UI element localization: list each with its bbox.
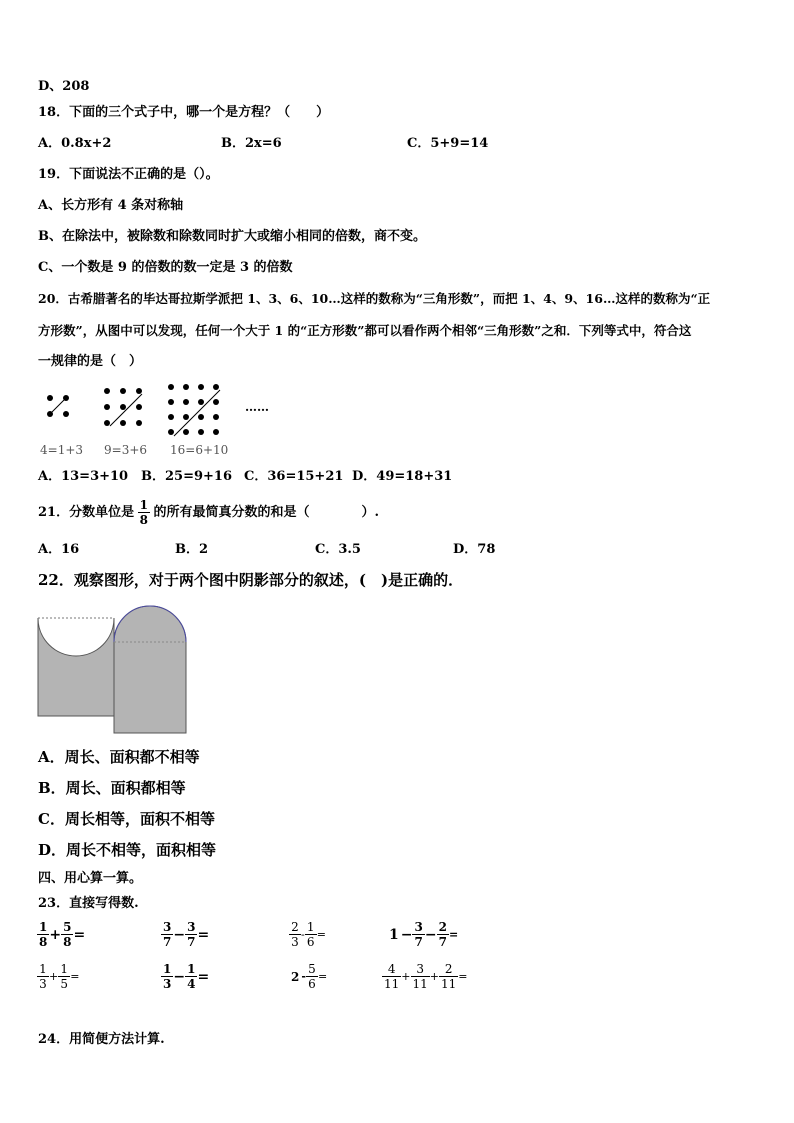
q20-option-c[interactable]: C．36=15+21 (244, 469, 344, 484)
section-4-title: 四、用心算一算。 (38, 871, 143, 886)
q18-option-c[interactable]: C．5+9=14 (407, 136, 489, 151)
q19-option-a[interactable]: A、长方形有 4 条对称轴 (38, 198, 184, 213)
q23-expr-5: $\frac{1}{3}$ + $\frac{1}{5}$ = (38, 962, 80, 991)
q20-stem-line1: 20．古希腊著名的毕达哥拉斯学派把 1、3、6、10…这样的数称为“三角形数”，而把 1、4、9、16…这样的数称为“正 (38, 291, 711, 306)
q19-option-b[interactable]: B、在除法中，被除数和除数同时扩大或缩小相同的倍数，商不变。 (38, 229, 426, 244)
q22-option-b[interactable]: B．周长、面积都相等 (38, 779, 186, 797)
q21-stem (38, 496, 379, 530)
q23-expr-8: $\frac{4}{11}$ + $\frac{3}{11}$ + $\frac{2}{11}$ = (384, 962, 468, 991)
q21-stem-post: 的所有最简真分数的和是（ ）. (153, 505, 380, 520)
q23-expr-6: $\frac{1}{3}$ − $\frac{1}{4}$ = (163, 962, 210, 991)
q21-option-c[interactable]: C．3.5 (315, 542, 361, 557)
q20-stem-line2: 方形数”，从图中可以发现，任何一个大于 1 的“正方形数”都可以看作两个相邻“三角形数”之和．下列等式中，符合这 (38, 323, 692, 338)
q19-option-c[interactable]: C、一个数是 9 的倍数的数一定是 3 的倍数 (38, 260, 293, 275)
q17-option-d: D、208 (38, 79, 90, 94)
q20-option-b[interactable]: B．25=9+16 (141, 469, 233, 484)
dot-figure-4 (40, 388, 76, 424)
q23-expr-1: $\frac{1}{8}$ + $\frac{5}{8}$ = (39, 920, 86, 949)
dot-caption-4: 4=1+3 (40, 443, 84, 457)
q20-option-a[interactable]: A．13=3+10 (38, 469, 129, 484)
fraction-denominator: 8 (139, 513, 148, 527)
q21-fraction (139, 498, 149, 527)
dot-figure-9 (100, 384, 146, 430)
q18-option-a[interactable]: A．0.8x+2 (38, 136, 112, 151)
q22-option-d[interactable]: D．周长不相等，面积相等 (38, 841, 217, 859)
q23-expr-4: 1 − $\frac{3}{7}$ − $\frac{2}{7}$ = (389, 920, 459, 949)
q21-option-d[interactable]: D．78 (453, 542, 496, 557)
q22-option-c[interactable]: C．周长相等，面积不相等 (38, 810, 215, 828)
dot-pattern-ellipsis: …… (245, 400, 269, 414)
q21-stem-pre: 21．分数单位是 (38, 505, 135, 520)
fraction-numerator: 1 (139, 498, 148, 512)
q24-stem: 24．用简便方法计算. (38, 1032, 165, 1047)
q20-stem-line3: 一规律的是（ ） (38, 354, 143, 369)
q19-stem: 19．下面说法不正确的是（）。 (38, 167, 219, 182)
q18-option-b[interactable]: B．2x=6 (221, 136, 282, 151)
q20-option-d[interactable]: D．49=18+31 (352, 469, 453, 484)
q23-expr-3: $\frac{2}{3}$ - $\frac{1}{6}$ = (290, 920, 327, 949)
q22-stem: 22．观察图形，对于两个图中阴影部分的叙述，( )是正确的． (38, 571, 464, 589)
dot-caption-16: 16=6+10 (170, 443, 229, 457)
q22-option-a[interactable]: A．周长、面积都不相等 (38, 748, 200, 766)
q18-stem: 18．下面的三个式子中，哪一个是方程？（ ） (38, 105, 330, 120)
q23-expr-2: $\frac{3}{7}$ − $\frac{3}{7}$ = (163, 920, 210, 949)
shaded-shapes-figure (36, 602, 190, 736)
dot-figure-16 (164, 380, 224, 440)
q23-expr-7: 2 - $\frac{5}{6}$ = (291, 962, 328, 991)
q21-option-a[interactable]: A．16 (38, 542, 80, 557)
q21-option-b[interactable]: B．2 (175, 542, 209, 557)
dot-caption-9: 9=3+6 (104, 443, 148, 457)
q23-stem: 23．直接写得数. (38, 896, 139, 911)
